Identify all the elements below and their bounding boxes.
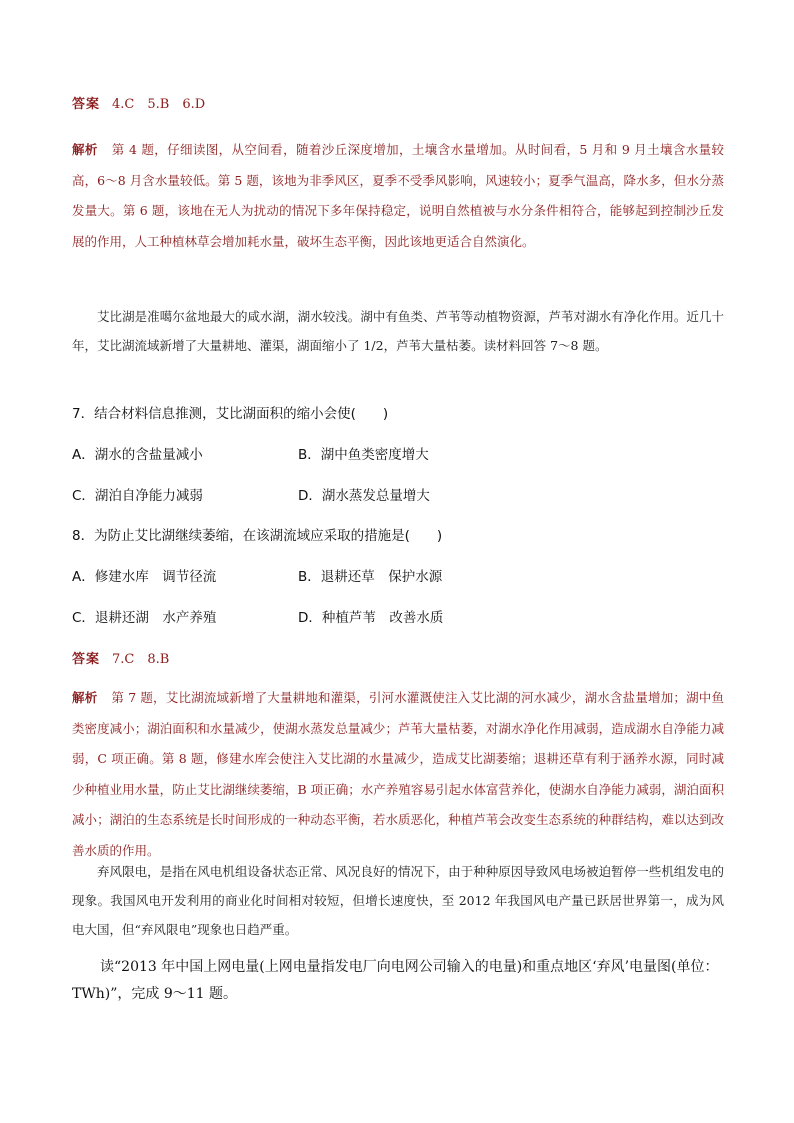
option-c[interactable]: C．湖泊自净能力减弱 bbox=[72, 488, 203, 504]
option-d[interactable]: D．湖水蒸发总量增大 bbox=[298, 488, 430, 504]
option-b[interactable]: B．湖中鱼类密度增大 bbox=[298, 447, 429, 463]
analysis-paragraph-2 bbox=[72, 683, 724, 866]
material-text: 艾比湖是准噶尔盆地最大的咸水湖，湖水较浅。湖中有鱼类、芦苇等动植物资源，芦苇对湖水有净化作用。近几十年，艾比湖流域新增了大量耕地、灌渠，湖面缩小了 1/2，芦苇大量枯萎。读材料回答 7～8 题。 bbox=[72, 309, 724, 353]
option-b[interactable]: B．退耕还草 保护水源 bbox=[298, 569, 443, 585]
material-paragraph-2 bbox=[72, 857, 724, 944]
analysis-label: 解析 bbox=[72, 142, 98, 157]
answer-line-2 bbox=[72, 648, 724, 667]
answer-value: 7.C 8.B bbox=[112, 652, 170, 667]
option-c[interactable]: C．退耕还湖 水产养殖 bbox=[72, 610, 217, 626]
answer-label: 答案 bbox=[72, 97, 101, 112]
read-instruction-text: 读“2013 年中国上网电量(上网电量指发电厂向电网公司输入的电量)和重点地区‘弃风’电量图(单位：TWh)”，完成 9～11 题。 bbox=[72, 959, 719, 1002]
read-instruction bbox=[72, 954, 724, 1008]
question-8-stem: 8．为防止艾比湖继续萎缩，在该湖流域应采取的措施是( ) bbox=[72, 528, 443, 544]
material-paragraph-1 bbox=[72, 302, 724, 360]
analysis-label: 解析 bbox=[72, 690, 98, 705]
analysis-text: 第 7 题，艾比湖流域新增了大量耕地和灌渠，引河水灌溉使注入艾比湖的河水减少，湖水含盐量增加；湖中鱼类密度减小；湖泊面积和水量减少，使湖水蒸发总量减少；芦苇大量枯萎，对湖水净化作用减弱，造成湖水自净能力减弱，C 项正确。第 8 题，修建水库会使注入艾比湖的水量减少，造成艾比湖萎缩；退耕还草有利于涵养水源，同时减少种植业用水量，防止艾比湖继续萎缩，B 项正确；水产养殖容易引起水体富营养化，使湖水自净能力减弱，湖泊面积减小；湖泊的生态系统是长时间形成的一种动态平衡，若水质恶化，种植芦苇会改变生态系统的种群结构，难以达到改善水质的作用。 bbox=[72, 690, 724, 858]
option-d[interactable]: D．种植芦苇 改善水质 bbox=[298, 610, 444, 626]
option-a[interactable]: A．修建水库 调节径流 bbox=[72, 569, 217, 585]
answer-line-1 bbox=[72, 93, 724, 112]
question-7-stem: 7．结合材料信息推测，艾比湖面积的缩小会使( ) bbox=[72, 406, 389, 422]
answer-value: 4.C 5.B 6.D bbox=[112, 97, 206, 112]
analysis-paragraph-1 bbox=[72, 135, 724, 257]
material-text: 弃风限电，是指在风电机组设备状态正常、风况良好的情况下，由于种种原因导致风电场被迫暂停一些机组发电的现象。我国风电开发利用的商业化时间相对较短，但增长速度快，至 2012 年我国风电产量已跃居世界第一，成为风电大国，但“弃风限电”现象也日趋严重。 bbox=[72, 864, 724, 937]
answer-label: 答案 bbox=[72, 652, 101, 667]
option-a[interactable]: A．湖水的含盐量减小 bbox=[72, 447, 203, 463]
analysis-text: 第 4 题，仔细读图，从空间看，随着沙丘深度增加，土壤含水量增加。从时间看，5 月和 9 月土壤含水量较高，6～8 月含水量较低。第 5 题，该地为非季风区，夏季不受季风影响，风速较小；夏季气温高，降水多，但水分蒸发量大。第 6 题，该地在无人为扰动的情况下多年保持稳定，说明自然植被与水分条件相符合，能够起到控制沙丘发展的作用，人工种植林草会增加耗水量，破坏生态平衡，因此该地更适合自然演化。 bbox=[72, 142, 724, 249]
